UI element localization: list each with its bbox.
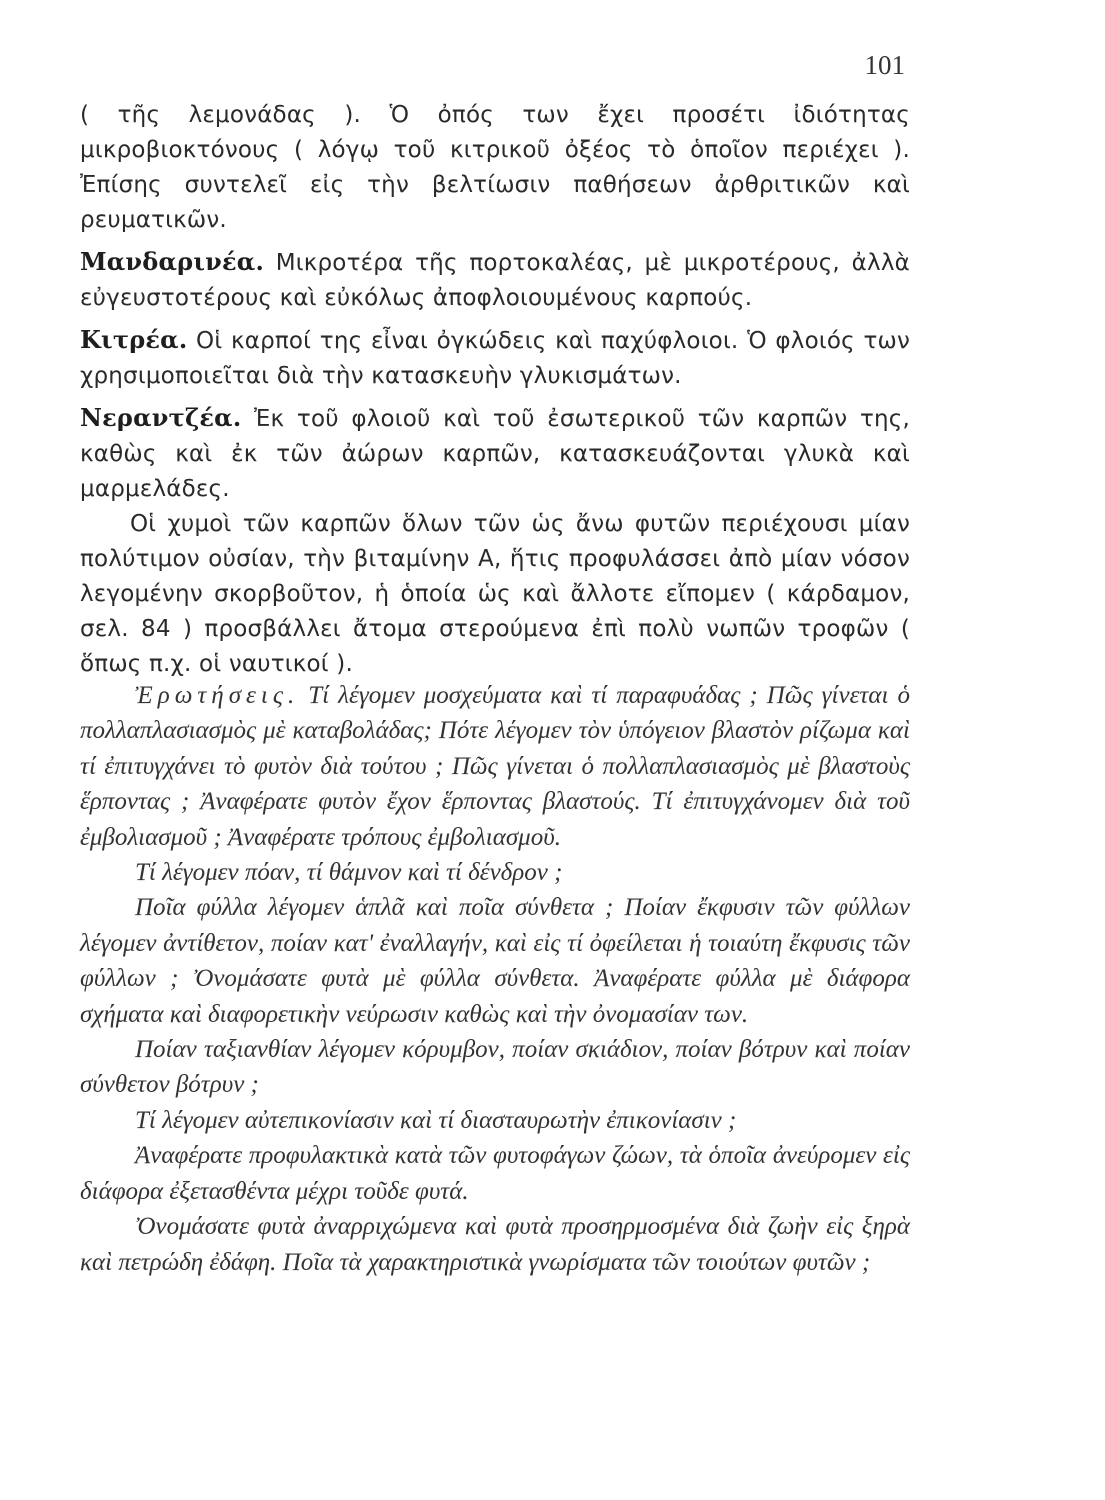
- entry-citron: [80, 322, 910, 394]
- question-plant-types: Τί λέγομεν πόαν, τί θάμνον καὶ τί δένδρον ;: [135, 859, 563, 887]
- term-mandarin: Μανδαρινέα.: [80, 247, 265, 276]
- term-bitter-orange: Νεραντζέα.: [80, 403, 242, 432]
- term-citron: Κιτρέα.: [80, 325, 188, 354]
- entry-citron-text: Οἱ καρποί της εἶναι ὀγκώδεις καὶ παχύφλοιοι. Ὁ φλοιός των χρησιμοποιεῖται διὰ τὴν κατασκευὴν γλυκισμάτων.: [80, 328, 910, 389]
- entry-bitter-orange: [80, 400, 910, 507]
- page-number: 101: [864, 50, 905, 80]
- question-leaves: Ποῖα φύλλα λέγομεν ἁπλᾶ καὶ ποῖα σύνθετα ; Ποίαν ἔκφυσιν τῶν φύλλων λέγομεν ἀντίθετον, ποίαν κατ' ἐναλλαγήν, καὶ εἰς τί ὀφείλεται ἡ τοιαύτη ἔκφυσις τῶν φύλλων ; Ὀνομάσατε φυτὰ μὲ φύλλα σύνθετα. Ἀναφέρατε φύλλα μὲ διάφορα σχήματα καὶ διαφορετικὴν νεύρωσιν καθὼς καὶ τὴν ὀνομασίαν των.: [80, 894, 910, 1028]
- paragraph-lemon-continued: ( τῆς λεμονάδας ). Ὁ ὀπός των ἔχει προσέτι ἰδιότητας μικροβιοκτόνους ( λόγῳ τοῦ κιτρικοῦ ὀξέος τὸ ὁποῖον περιέχει ). Ἐπίσης συντελεῖ εἰς τὴν βελτίωσιν παθήσεων ἀρθριτικῶν καὶ ρευματικῶν.: [80, 102, 910, 233]
- body-text: [80, 98, 910, 682]
- paragraph-vitamin: Οἱ χυμοὶ τῶν καρπῶν ὅλων τῶν ὡς ἄνω φυτῶν περιέχουσι μίαν πολύτιμον οὐσίαν, τὴν βιταμίνην Α, ἥτις προφυλάσσει ἀπὸ μίαν νόσον λεγομένην σκορβοῦτον, ἡ ὁποία ὡς καὶ ἄλλοτε εἴπομεν ( κάρδαμον, σελ. 84 ) προσβάλλει ἄτομα στερούμενα ἐπὶ πολὺ νωπῶν τροφῶν ( ὅπως π.χ. οἱ ναυτικοί ).: [80, 511, 910, 677]
- question-propagation: [80, 678, 910, 855]
- question-climbing: Ὀνομάσατε φυτὰ ἀναρριχώμενα καὶ φυτὰ προσηρμοσμένα διὰ ζωὴν εἰς ξηρὰ καὶ πετρώδη ἐδάφη. Ποῖα τὰ χαρακτηριστικὰ γνωρίσματα τῶν τοιούτων φυτῶν ;: [80, 1213, 910, 1276]
- question-protective: Ἀναφέρατε προφυλακτικὰ κατὰ τῶν φυτοφάγων ζώων, τὰ ὁποῖα ἀνεύρομεν εἰς διάφορα ἐξετασθέντα μέχρι τοῦδε φυτά.: [80, 1142, 910, 1205]
- question-pollination: Τί λέγομεν αὐτεπικονίασιν καὶ τί διασταυρωτὴν ἐπικονίασιν ;: [135, 1106, 737, 1134]
- entry-mandarin: [80, 244, 910, 316]
- entry-mandarin-text: Μικροτέρα τῆς πορτοκαλέας, μὲ μικροτέρους, ἀλλὰ εὐγευστοτέρους καὶ εὐκόλως ἀποφλοιουμένους καρπούς.: [80, 250, 910, 311]
- questions-heading: Ἐρωτήσεις.: [135, 682, 300, 709]
- questions-section: [80, 678, 910, 1280]
- question-inflorescence: Ποίαν ταξιανθίαν λέγομεν κόρυμβον, ποίαν σκιάδιον, ποίαν βότρυν καὶ ποίαν σύνθετον βότρυν ;: [80, 1036, 910, 1099]
- entry-bitter-orange-text: Ἐκ τοῦ φλοιοῦ καὶ τοῦ ἐσωτερικοῦ τῶν καρπῶν της, καθὼς καὶ ἐκ τῶν ἀώρων καρπῶν, κατασκευάζονται γλυκὰ καὶ μαρμελάδες.: [80, 406, 910, 502]
- question-propagation-text: Τί λέγομεν μοσχεύματα καὶ τί παραφυάδας ; Πῶς γίνεται ὁ πολλαπλασιασμὸς μὲ καταβολάδας; Πότε λέγομεν τὸν ὑπόγειον βλαστὸν ρίζωμα καὶ τί ἐπιτυγχάνει τὸ φυτὸν διὰ τούτου ; Πῶς γίνεται ὁ πολλαπλασιασμὸς μὲ βλαστοὺς ἕρποντας ; Ἀναφέρατε φυτὸν ἔχον ἕρποντας βλαστούς. Τί ἐπιτυγχάνομεν διὰ τοῦ ἐμβολιασμοῦ ; Ἀναφέρατε τρόπους ἐμβολιασμοῦ.: [80, 682, 910, 851]
